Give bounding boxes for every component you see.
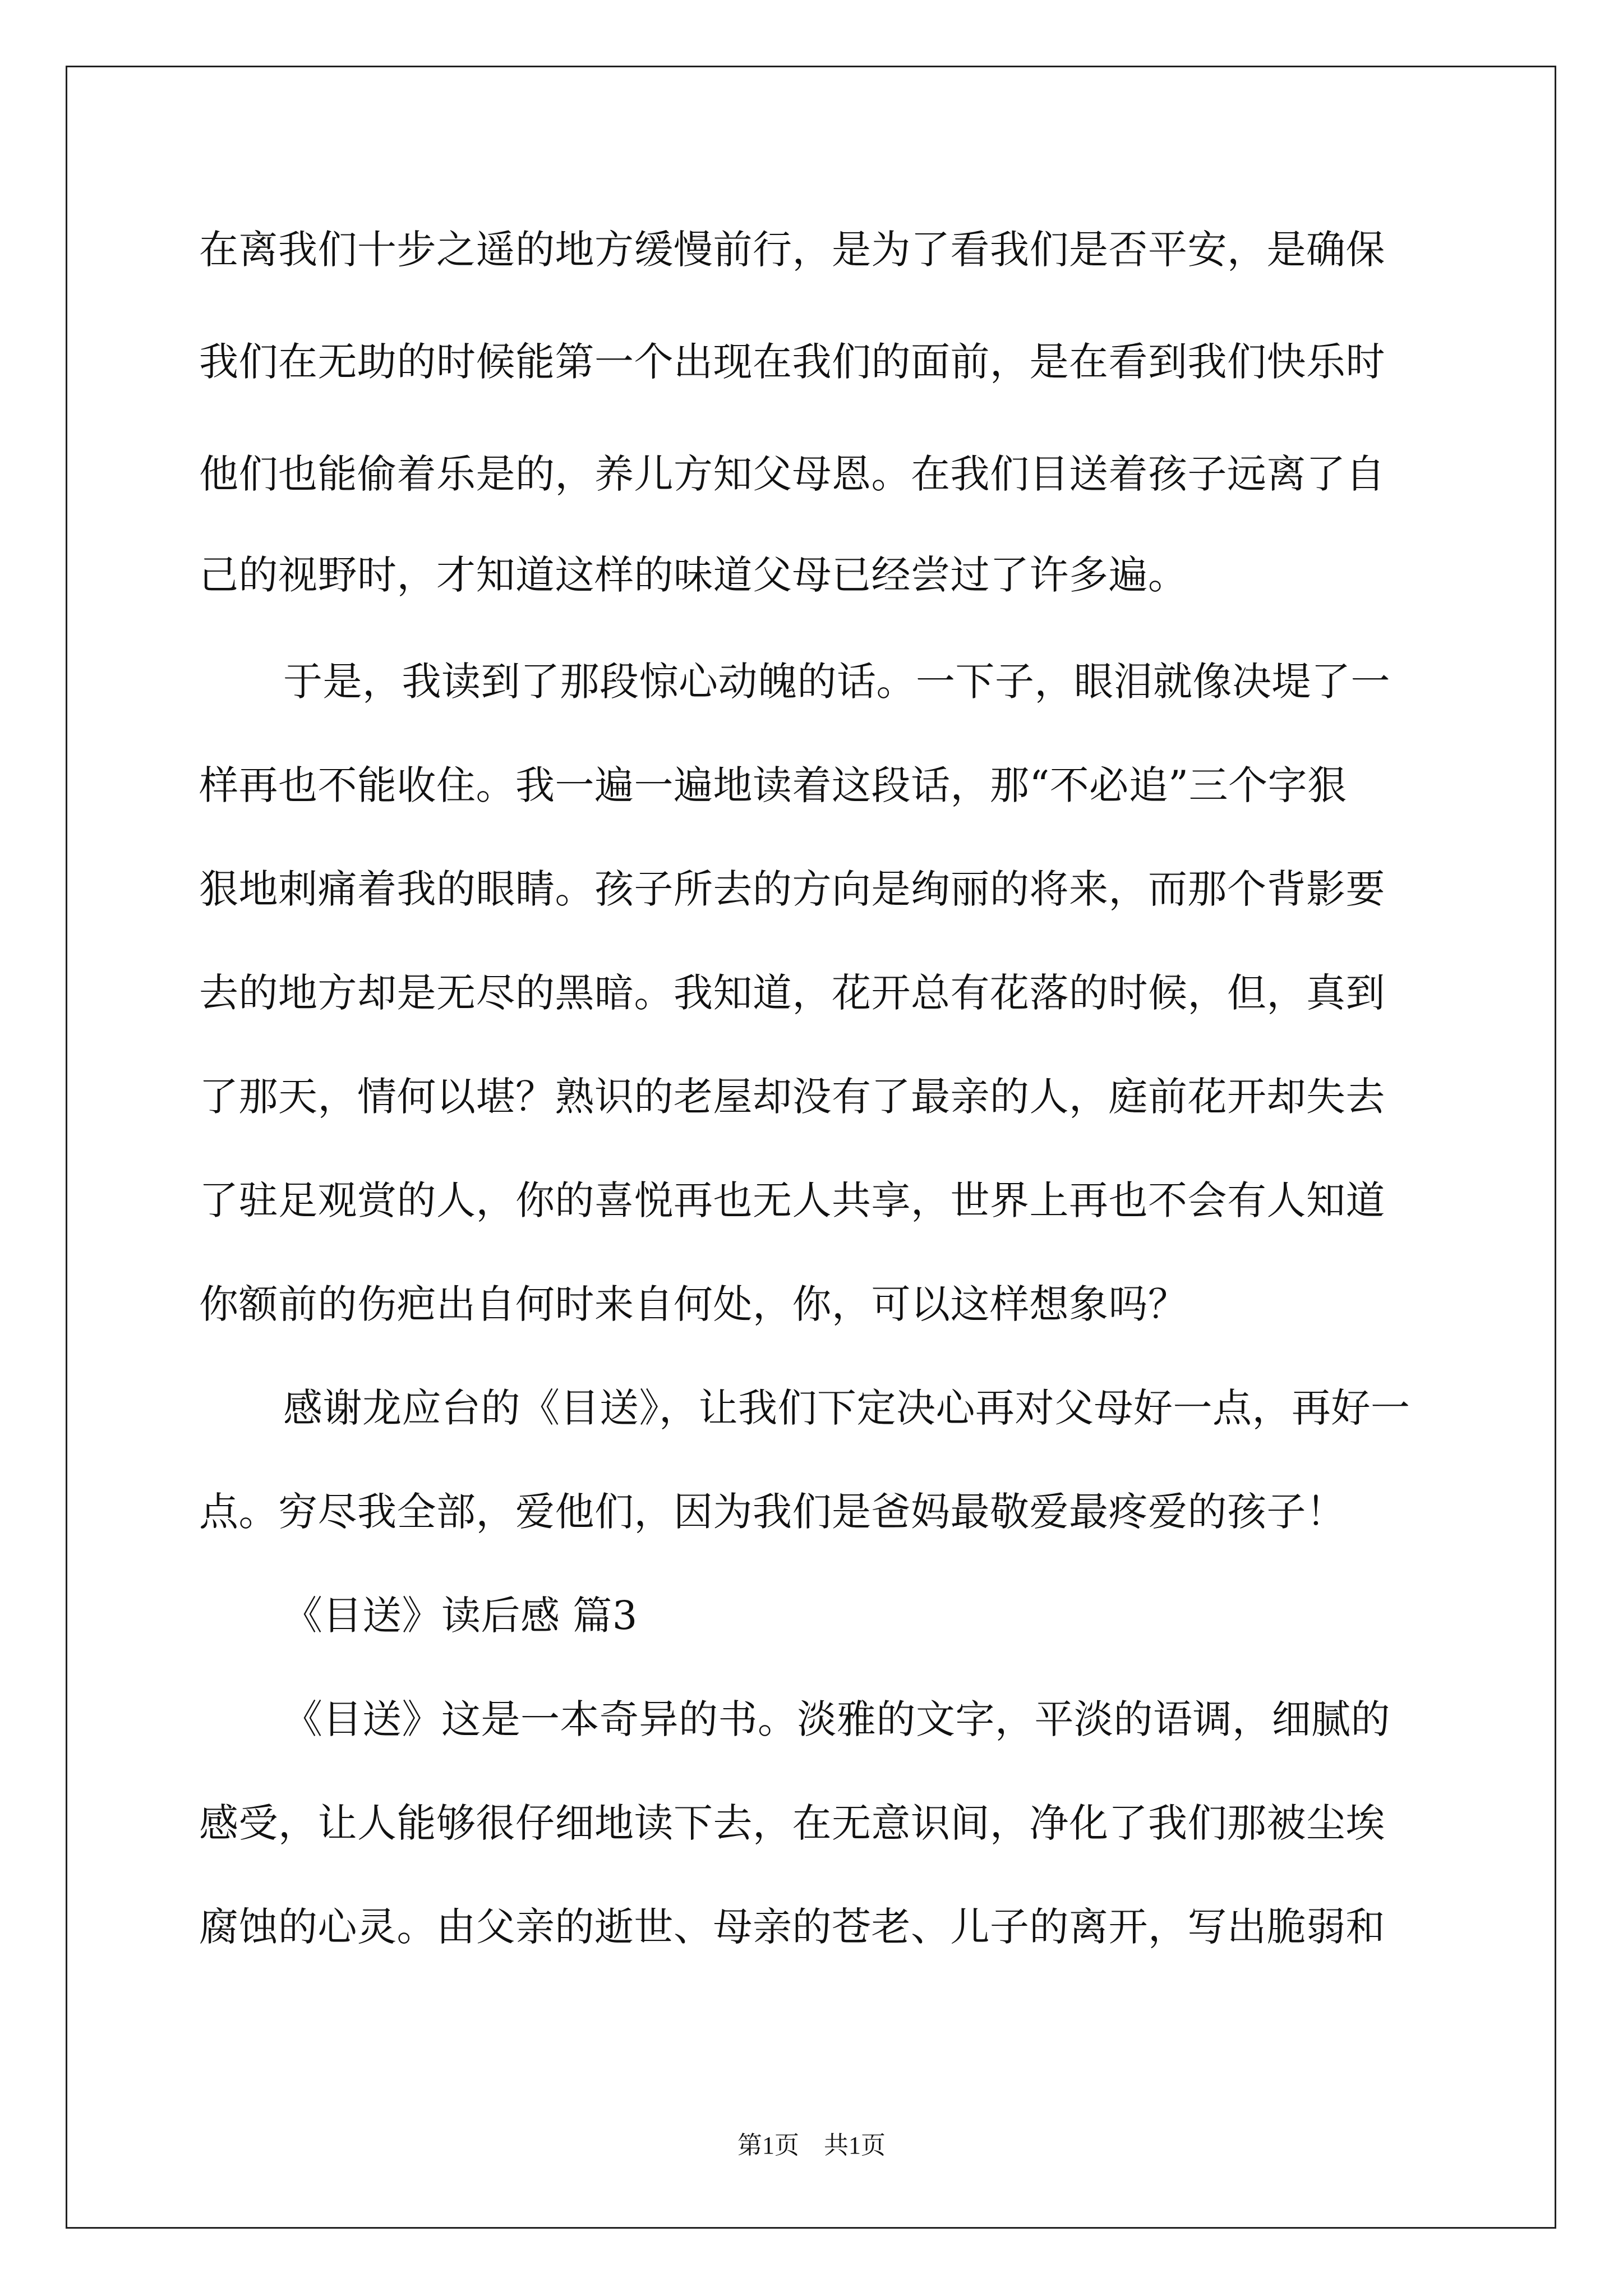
- text-line: 腐蚀的心灵。由父亲的逝世、母亲的苍老、儿子的离开，写出脆弱和: [199, 1904, 1385, 1950]
- text-line: 我们在无助的时候能第一个出现在我们的面前，是在看到我们快乐时: [199, 339, 1385, 385]
- text-line: 你额前的伤疤出自何时来自何处，你，可以这样想象吗？: [199, 1281, 1188, 1327]
- text-line: 在离我们十步之遥的地方缓慢前行，是为了看我们是否平安，是确保: [199, 227, 1385, 273]
- text-line: 了驻足观赏的人，你的喜悦再也无人共享，世界上再也不会有人知道: [199, 1177, 1385, 1223]
- text-line: 去的地方却是无尽的黑暗。我知道，花开总有花落的时候，但，真到: [199, 970, 1385, 1016]
- section-heading: 《目送》读后感 篇3: [283, 1593, 638, 1639]
- text-line: 他们也能偷着乐是的，养儿方知父母恩。在我们目送着孩子远离了自: [199, 451, 1385, 497]
- paragraph-start-line: 《目送》这是一本奇异的书。淡雅的文字，平淡的语调，细腻的: [283, 1696, 1390, 1742]
- text-line: 点。穷尽我全部，爱他们，因为我们是爸妈最敬爱最疼爱的孩子！: [199, 1489, 1346, 1535]
- text-line: 感受，让人能够很仔细地读下去，在无意识间，净化了我们那被尘埃: [199, 1800, 1385, 1846]
- text-line: 样再也不能收住。我一遍一遍地读着这段话，那“不必追”三个字狠: [199, 762, 1347, 808]
- text-line: 己的视野时，才知道这样的味道父母已经尝过了许多遍。: [199, 552, 1188, 598]
- paragraph-start-line: 于是，我读到了那段惊心动魄的话。一下子，眼泪就像决堤了一: [283, 659, 1390, 705]
- text-line: 狠地刺痛着我的眼睛。孩子所去的方向是绚丽的将来，而那个背影要: [199, 866, 1385, 912]
- paragraph-start-line: 感谢龙应台的《目送》，让我们下定决心再对父母好一点，再好一: [283, 1385, 1410, 1431]
- page-footer: 第1页 共1页: [737, 2132, 886, 2159]
- text-line: 了那天，情何以堪？熟识的老屋却没有了最亲的人，庭前花开却失去: [199, 1074, 1385, 1120]
